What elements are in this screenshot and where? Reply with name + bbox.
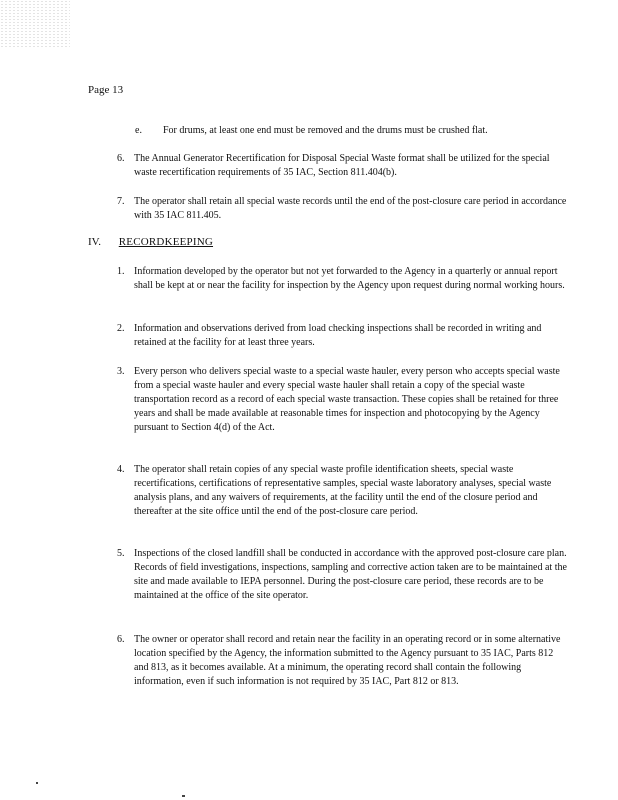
record-item: [117, 633, 569, 689]
scan-noise: [0, 0, 70, 48]
list-marker: 3.: [117, 366, 125, 377]
list-text: The operator shall retain all special waste records until the end of the post-closure care period in accordance with 35 IAC 811.405.: [134, 196, 567, 221]
scan-speck: [182, 795, 185, 797]
record-item: [117, 265, 567, 293]
section-heading: [88, 236, 213, 248]
record-item: [117, 463, 569, 519]
list-marker: 5.: [117, 548, 125, 559]
list-text: The Annual Generator Recertification for Disposal Special Waste format shall be utilized for the special waste recertification requirements of 35 IAC, Section 811.404(b).: [134, 153, 550, 178]
list-text: For drums, at least one end must be removed and the drums must be crushed flat.: [163, 125, 488, 136]
list-text: Information and observations derived from load checking inspections shall be recorded in writing and retained at the facility for at least three years.: [134, 323, 542, 348]
list-marker: e.: [135, 125, 142, 136]
section-numeral: IV.: [88, 236, 101, 248]
list-marker: 6.: [117, 153, 125, 164]
list-text: Information developed by the operator but not yet forwarded to the Agency in a quarterly or annual report shall be kept at or near the facility for inspection by the Agency upon request during normal working hours.: [134, 266, 565, 291]
list-item-7: [117, 195, 567, 223]
list-marker: 2.: [117, 323, 125, 334]
list-item-6: [117, 152, 567, 180]
page-label: Page 13: [88, 84, 124, 96]
list-marker: 4.: [117, 464, 125, 475]
list-text: Every person who delivers special waste to a special waste hauler, every person who accepts special waste from a special waste hauler and every special waste hauler shall retain a copy of the special waste transportation record as a record of each special waste transaction. These copies shall be retained for three years and shall be made available at reasonable times for inspection and photocopying by the Agency pursuant to Section 4(d) of the Act.: [134, 366, 560, 433]
section-title: RECORDKEEPING: [118, 236, 214, 248]
list-marker: 6.: [117, 634, 125, 645]
record-item: [117, 322, 567, 350]
list-item-e: [135, 124, 565, 138]
scan-speck: [36, 782, 38, 784]
list-marker: 1.: [117, 266, 125, 277]
list-marker: 7.: [117, 196, 125, 207]
record-item: [117, 365, 569, 435]
record-item: [117, 547, 569, 603]
list-text: The operator shall retain copies of any special waste profile identification sheets, special waste recertifications, certifications of representative samples, special waste laboratory analyses, special waste analysis plans, and any waivers of requirements, at the facility until the end of the closure period and thereafter at the site office until the end of the post-closure care period.: [134, 464, 552, 517]
list-text: Inspections of the closed landfill shall be conducted in accordance with the approved post-closure care plan. Records of field investigations, inspections, sampling and corrective action taken are to be maintained at the site and made available to IEPA personnel. During the post-closure care period, these records are to be maintained at the office of the site operator.: [134, 548, 567, 601]
list-text: The owner or operator shall record and retain near the facility in an operating record or in some alternative location specified by the Agency, the information submitted to the Agency pursuant to 35 IAC, Parts 812 and 813, as it becomes available. At a minimum, the operating record shall contain the following information, even if such information is not required by 35 IAC, Part 812 or 813.: [134, 634, 561, 687]
